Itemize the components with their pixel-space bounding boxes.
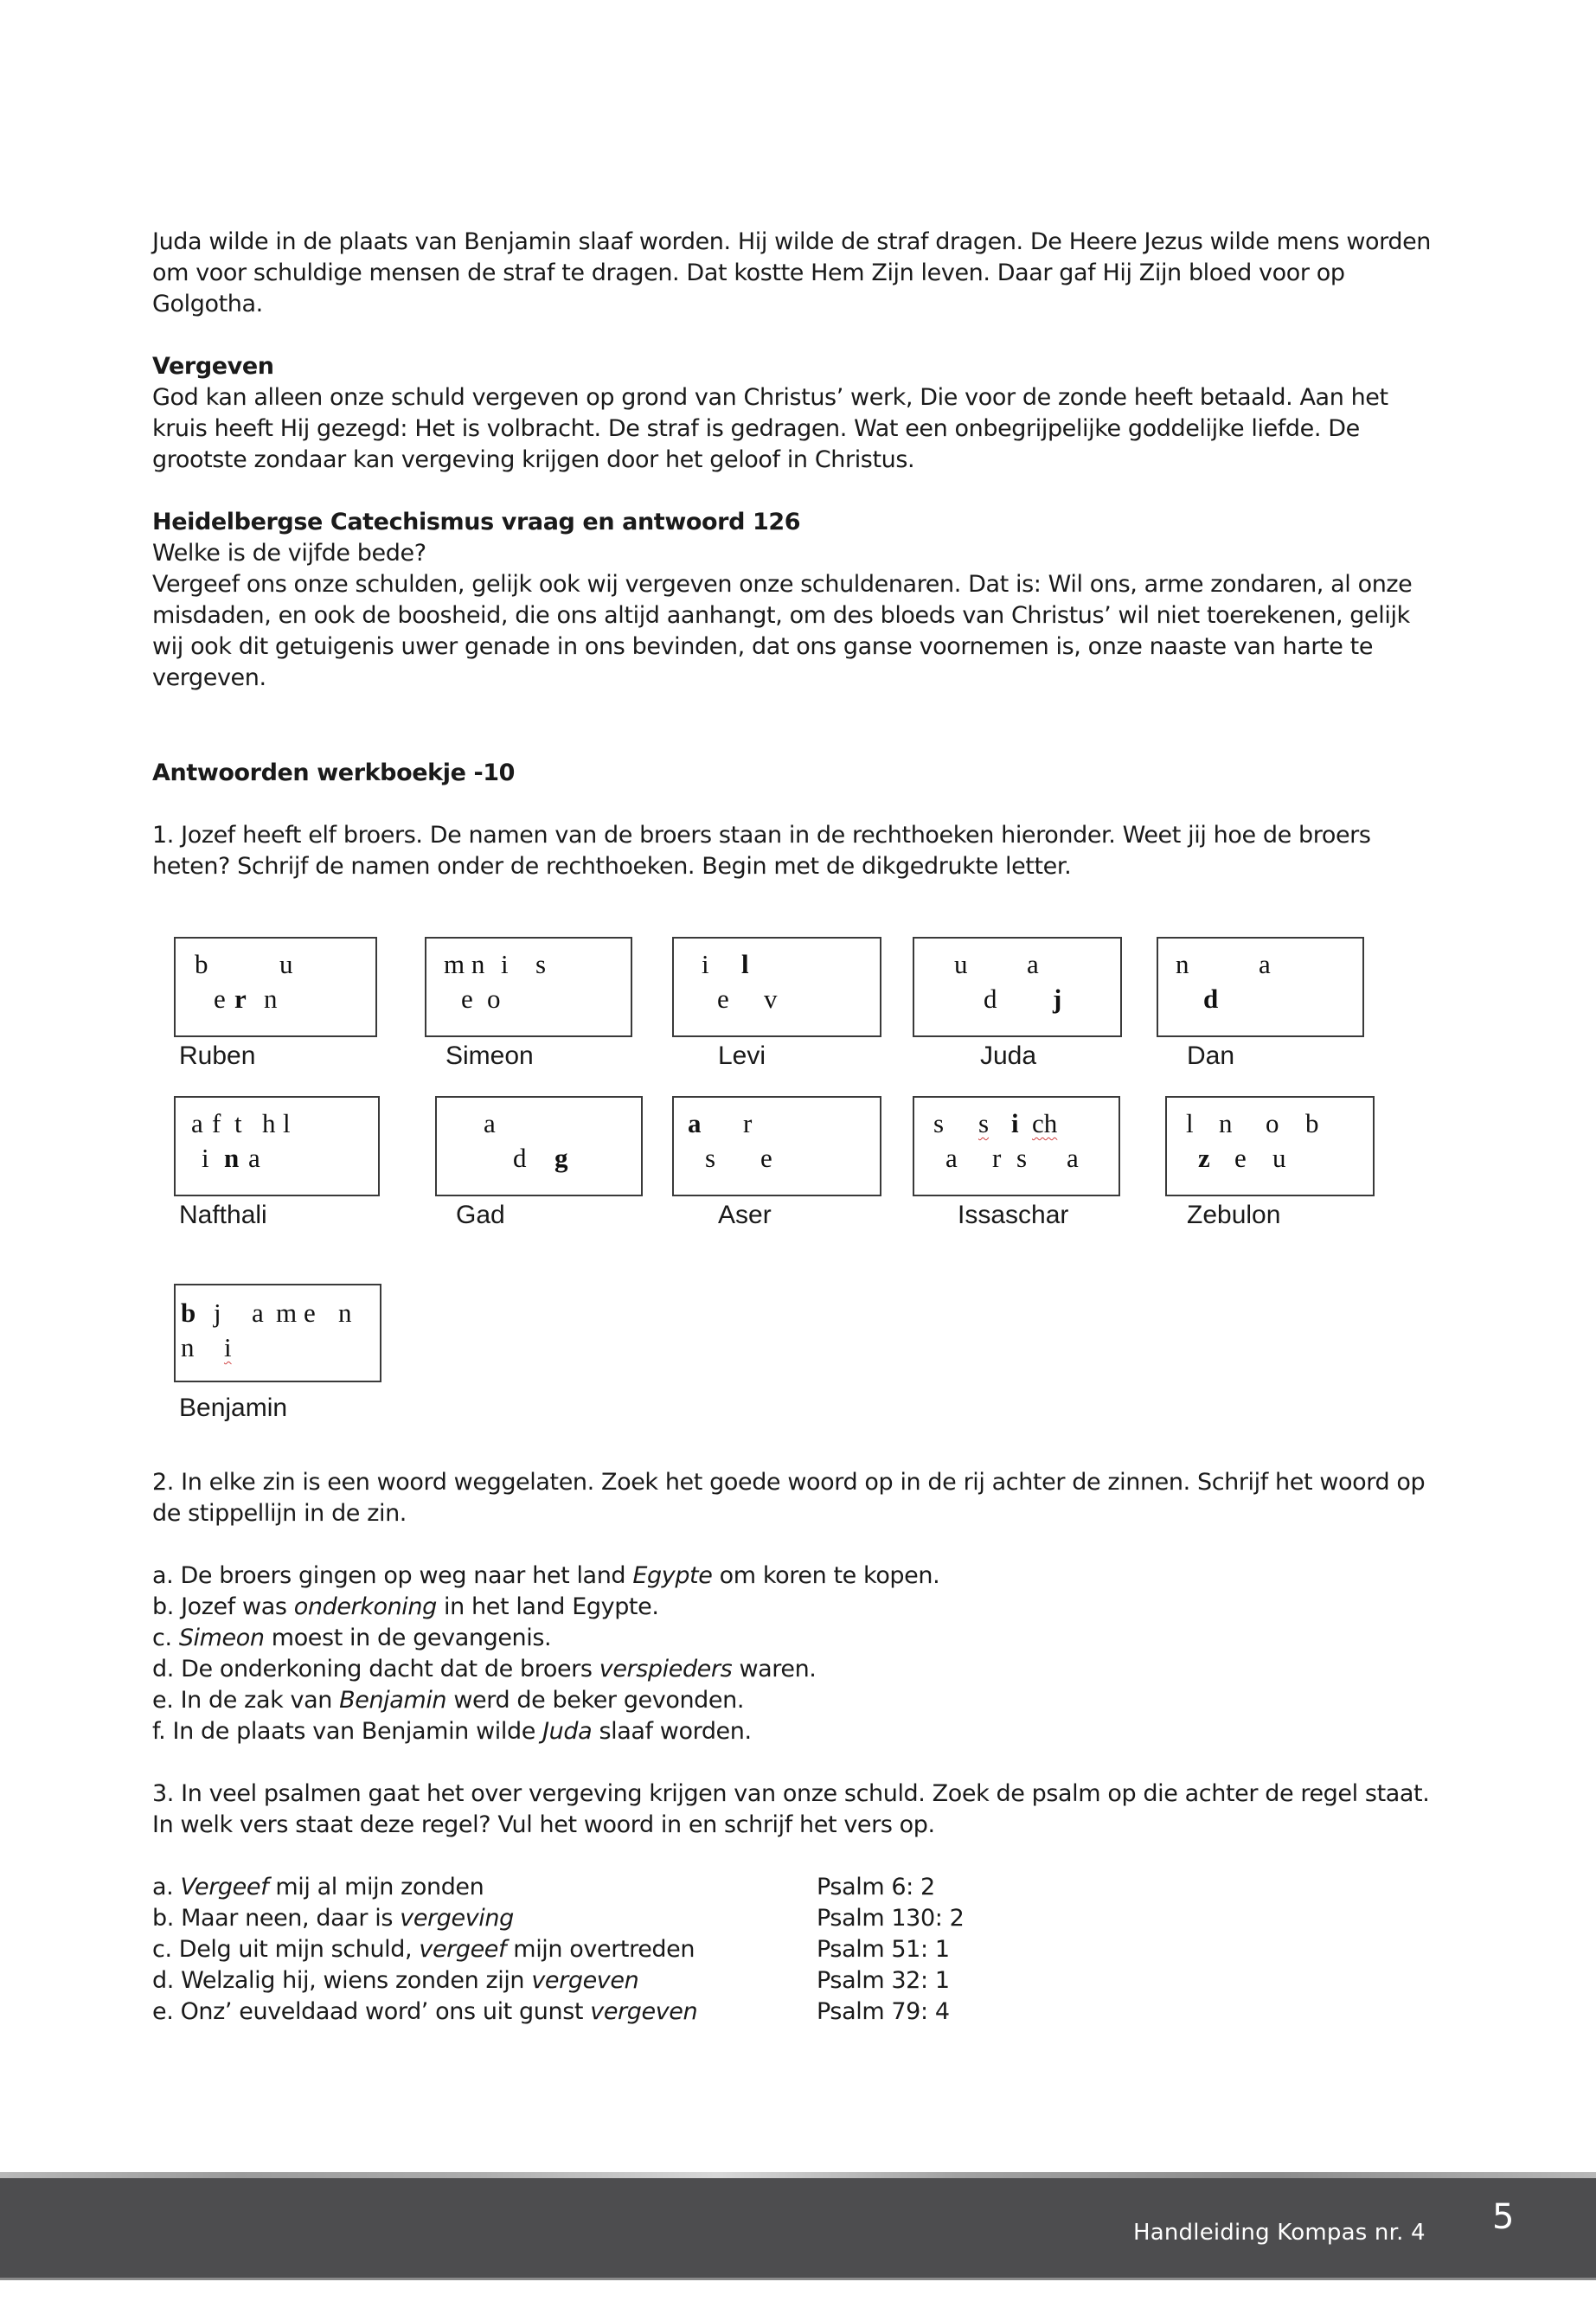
letter-box-gad: a d g [435, 1096, 643, 1196]
answer-line: d. De onderkoning dacht dat de broers verspieders waren. [152, 1656, 817, 1682]
box-answer-label: Zebulon [1187, 1201, 1281, 1229]
catechism-answer: Vergeef ons onze schulden, gelijk ook wij vergeven onze schuldenaren. Dat is: Wil ons, arme zondaren, al onze misdaden, en ook de boosheid, die ons altijd aanhangt, om des bloeds van Christus’ wil niet toerekenen, gelijk wij ook dit getuigenis uwer genade in ons bevinden, dat ons ganse voornemen is, onze naaste van harte te vergeven. [152, 571, 1413, 691]
question-3 [152, 1779, 1433, 1841]
letter-box-aser: a r s e [672, 1096, 881, 1196]
letter-box-ruben: b u e r n [174, 937, 377, 1037]
intro-section [152, 227, 1433, 320]
page-number: 5 [1492, 2197, 1515, 2237]
intro-paragraph: Juda wilde in de plaats van Benjamin slaaf worden. Hij wilde de straf dragen. De Heere Jezus wilde mens worden om voor schuldige mensen de straf te dragen. Dat kostte Hem Zijn leven. Daar gaf Hij Zijn bloed voor op Golgotha. [152, 228, 1432, 317]
filled-answer: verspieders [599, 1656, 733, 1682]
filled-answer: Benjamin [339, 1687, 447, 1714]
letter-box-dan: n a d [1157, 937, 1364, 1037]
footer-divider [0, 2278, 1596, 2280]
answer-line: c. Simeon moest in de gevangenis. [152, 1625, 552, 1651]
filled-answer: onderkoning [293, 1593, 437, 1620]
psalm-reference: Psalm 130: 2 [817, 1905, 965, 1932]
filled-answer: vergeef [419, 1936, 507, 1963]
question-2-answers [152, 1561, 1433, 1747]
psalm-reference: Psalm 51: 1 [817, 1936, 950, 1963]
psalm-row: b. Maar neen, daar is vergeving Psalm 130: 2 [152, 1903, 1433, 1934]
question-1 [152, 820, 1433, 882]
box-answer-label: Nafthali [179, 1201, 267, 1229]
question-1-text: 1. Jozef heeft elf broers. De namen van de broers staan in de rechthoeken hieronder. Weet jij hoe de broers heten? Schrijf de namen onder de rechthoeken. Begin met de dikgedrukte letter. [152, 822, 1371, 880]
question-3-text: 3. In veel psalmen gaat het over vergeving krijgen van onze schuld. Zoek de psalm op die achter de regel staat. In welk vers staat deze regel? Vul het woord in en schrijf het vers op. [152, 1780, 1430, 1838]
vergeven-section [152, 351, 1433, 476]
box-answer-label: Issaschar [958, 1201, 1069, 1229]
letter-box-juda: u a d j [913, 937, 1122, 1037]
catechism-question: Welke is de vijfde bede? [152, 540, 426, 567]
letter-box-simeon: m n i s e o [425, 937, 632, 1037]
box-answer-label: Benjamin [179, 1394, 288, 1422]
catechism-section [152, 507, 1433, 694]
section-heading: Heidelbergse Catechismus vraag en antwoord 126 [152, 509, 801, 535]
psalm-row: d. Welzalig hij, wiens zonden zijn vergeven Psalm 32: 1 [152, 1965, 1433, 1997]
box-answer-label: Juda [980, 1042, 1037, 1070]
answer-line: f. In de plaats van Benjamin wilde Juda slaaf worden. [152, 1718, 752, 1745]
answers-section [152, 758, 1433, 789]
filled-answer: vergeving [400, 1905, 514, 1932]
filled-answer: vergeven [590, 1998, 698, 2025]
box-answer-label: Simeon [445, 1042, 534, 1070]
filled-answer: Juda [542, 1718, 593, 1745]
letter-box-benjamin: b j a m e n n i [174, 1284, 381, 1382]
filled-answer: Simeon [178, 1625, 265, 1651]
psalm-reference: Psalm 32: 1 [817, 1967, 950, 1994]
box-answer-label: Aser [718, 1201, 772, 1229]
box-answer-label: Ruben [179, 1042, 256, 1070]
letter-box-issaschar: s s i ch a r s a [913, 1096, 1120, 1196]
section-heading: Vergeven [152, 353, 274, 380]
psalm-row: e. Onz’ euveldaad word’ ons uit gunst vergeven Psalm 79: 4 [152, 1997, 1433, 2028]
box-answer-label: Levi [718, 1042, 766, 1070]
psalm-reference: Psalm 79: 4 [817, 1998, 950, 2025]
box-answer-label: Gad [456, 1201, 505, 1229]
answer-line: a. De broers gingen op weg naar het land Egypte om koren te kopen. [152, 1562, 940, 1589]
psalm-row: a. Vergeef mij al mijn zonden Psalm 6: 2 [152, 1872, 1433, 1903]
answer-line: e. In de zak van Benjamin werd de beker gevonden. [152, 1687, 745, 1714]
letter-box-nafthali: a f t h l i n a [174, 1096, 380, 1196]
psalm-reference: Psalm 6: 2 [817, 1874, 935, 1900]
answer-line: b. Jozef was onderkoning in het land Egypte. [152, 1593, 659, 1620]
psalm-row: c. Delg uit mijn schuld, vergeef mijn overtreden Psalm 51: 1 [152, 1934, 1433, 1965]
question-2-text: 2. In elke zin is een woord weggelaten. Zoek het goede woord op in de rij achter de zinnen. Schrijf het woord op de stippellijn in de zin. [152, 1469, 1426, 1527]
filled-answer: vergeven [531, 1967, 639, 1994]
letter-box-zebulon: l n o b z e u [1165, 1096, 1375, 1196]
letter-box-levi: i l e v [672, 937, 881, 1037]
filled-answer: Egypte [632, 1562, 713, 1589]
filled-answer: Vergeef [180, 1874, 269, 1900]
section-heading: Antwoorden werkboekje -10 [152, 760, 516, 786]
vergeven-paragraph: God kan alleen onze schuld vergeven op grond van Christus’ werk, Die voor de zonde heeft betaald. Aan het kruis heeft Hij gezegd: Het is volbracht. De straf is gedragen. Wat een onbegrijpelijke goddelijke liefde. De grootste zondaar kan vergeving krijgen door het geloof in Christus. [152, 384, 1388, 473]
question-3-answers [152, 1872, 1433, 2028]
question-2 [152, 1467, 1433, 1529]
box-answer-label: Dan [1187, 1042, 1235, 1070]
footer-title: Handleiding Kompas nr. 4 [1133, 2220, 1426, 2246]
